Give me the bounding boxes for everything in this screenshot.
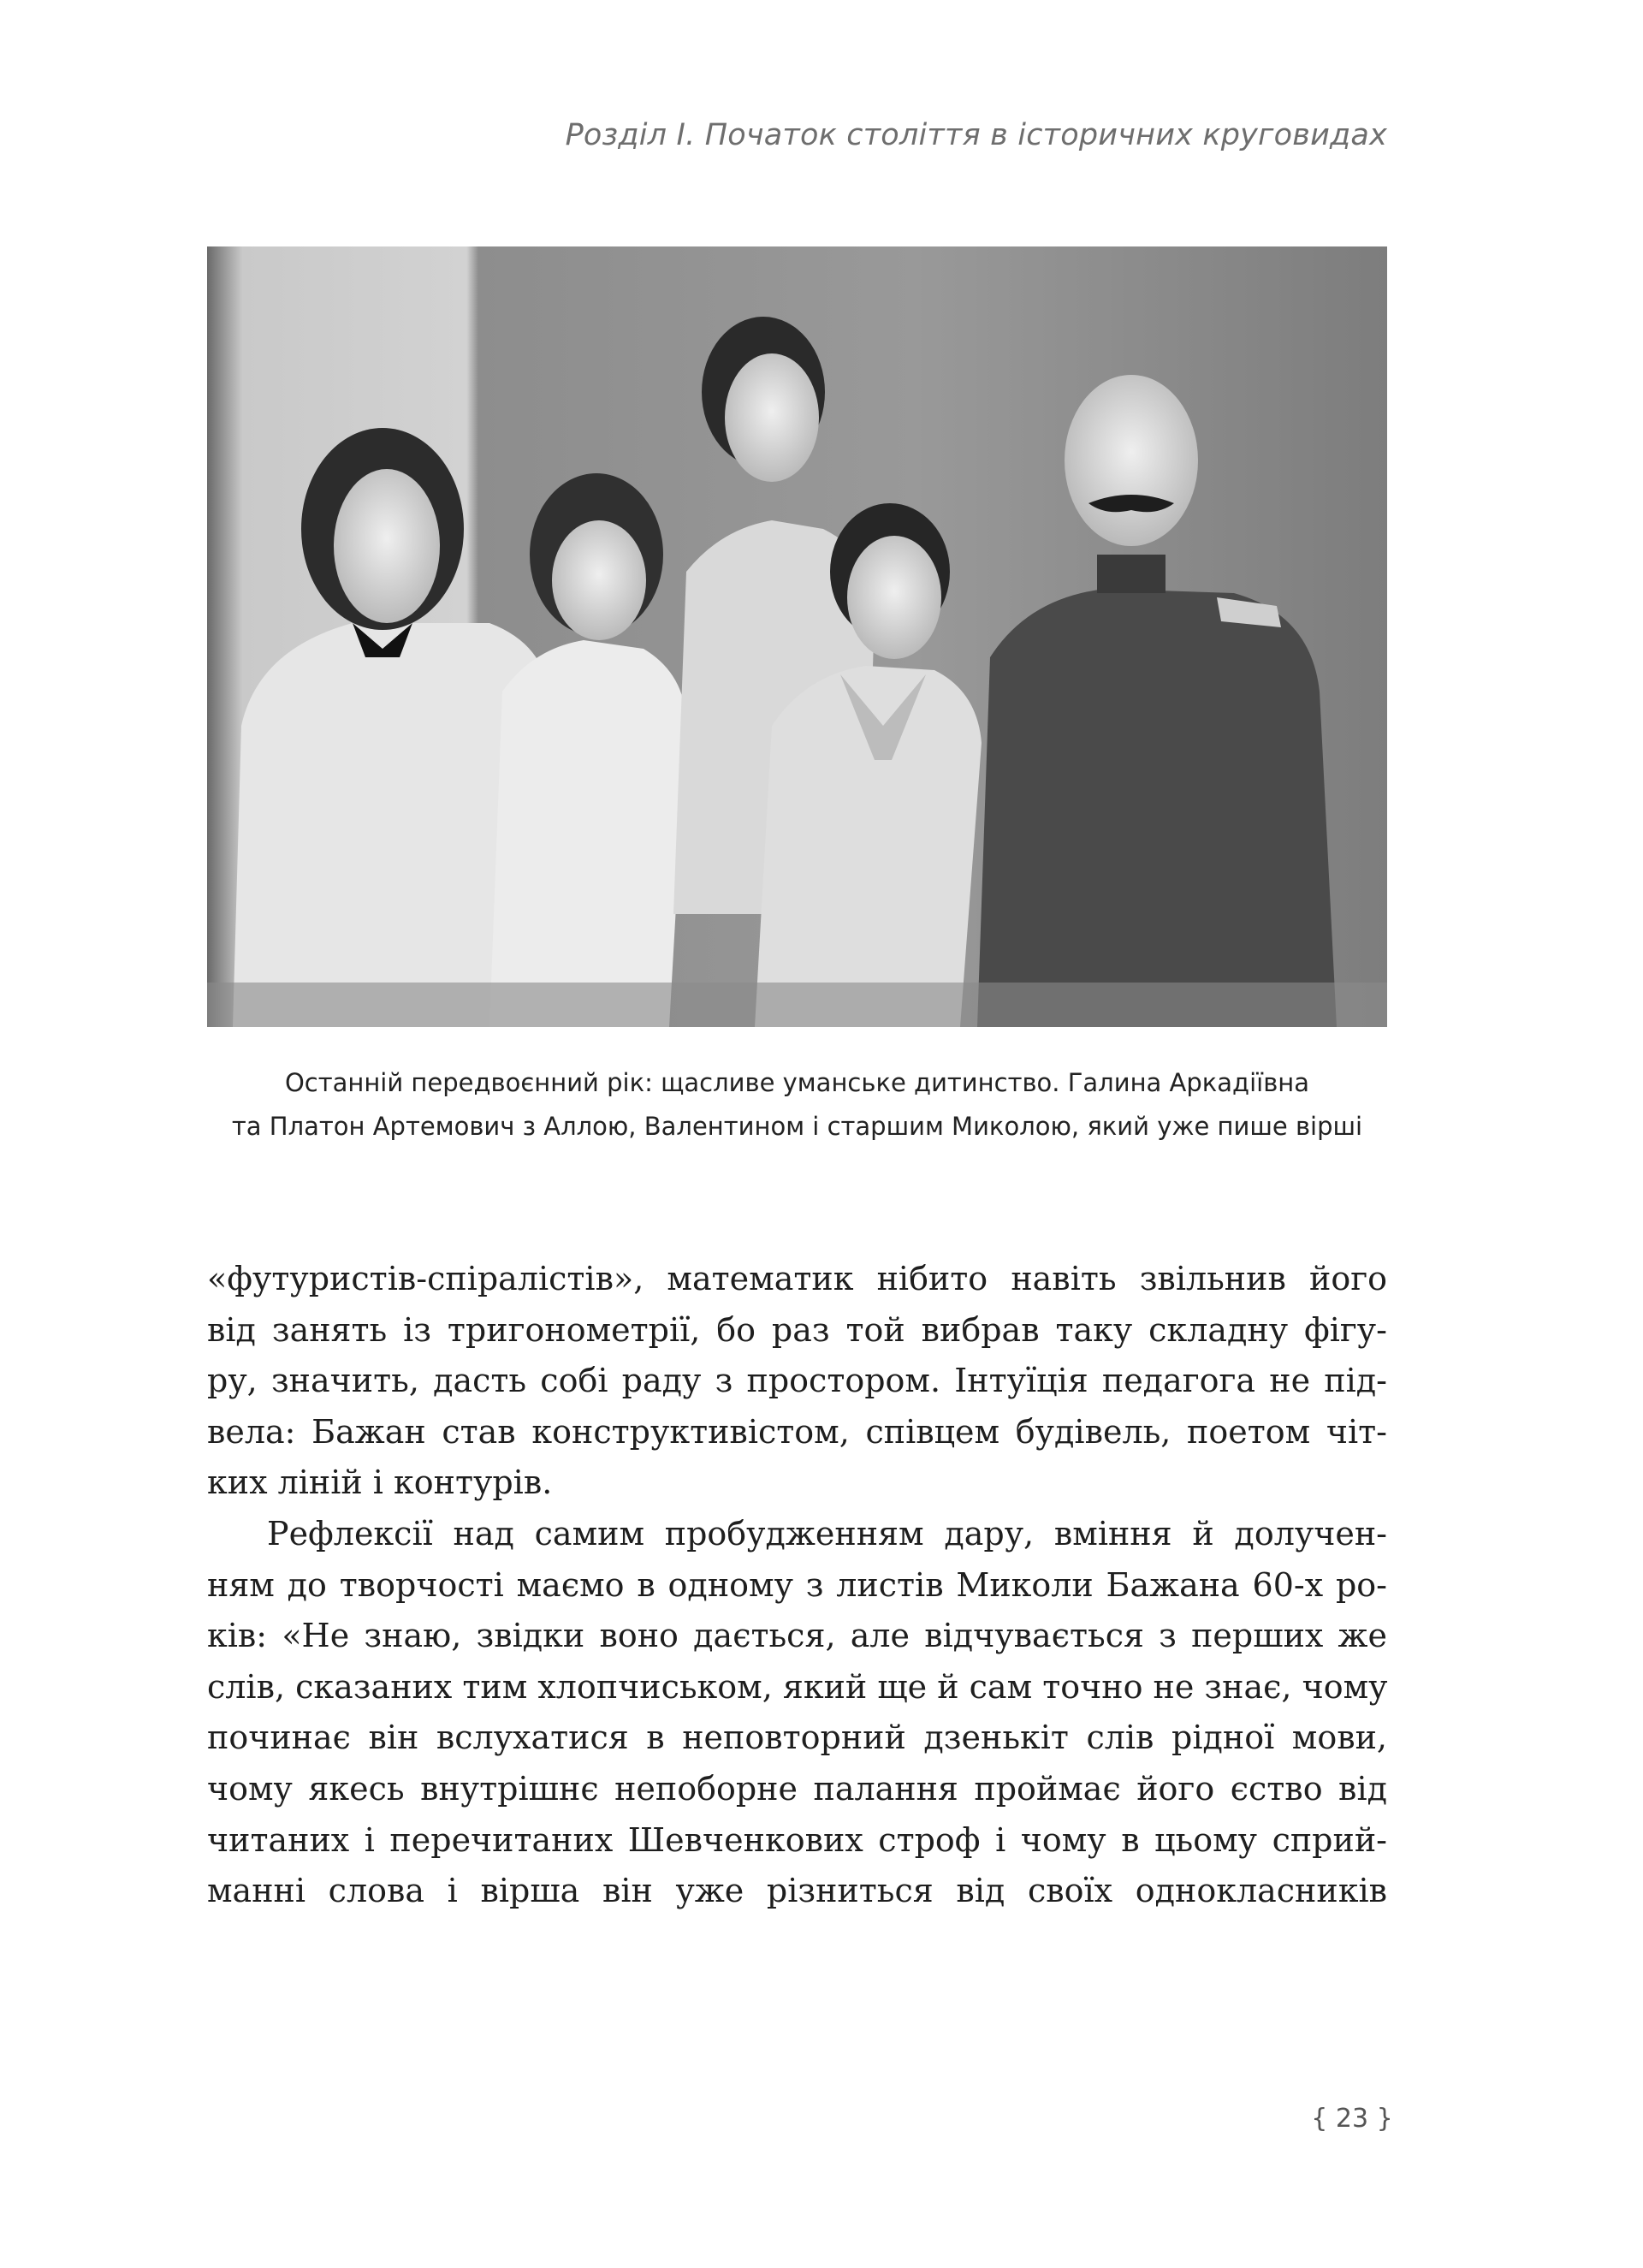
text-line: чому якесь внутрішнє непоборне палання проймає його єство від [207, 1769, 1387, 1808]
page-number: { 23 } [1311, 2104, 1393, 2134]
text-line: «футуристів-спіралістів», математик нібито навіть звільнив його [207, 1260, 1387, 1297]
text-line: ру, значить, дасть собі раду з простором. Інтуїція педагога не під- [207, 1362, 1387, 1400]
family-photo [207, 246, 1387, 1027]
text-line: ням до творчості маємо в одному з листів Миколи Бажана 60-х ро- [207, 1565, 1387, 1604]
text-line: вела: Бажан став конструктивістом, співцем будівель, поетом чіт- [207, 1412, 1387, 1451]
text-line: слів, сказаних тим хлопчиськом, який ще й сам точно не знає, чому [207, 1667, 1388, 1706]
text-line: читаних і перечитаних Шевченкових строф і чому в цьому сприй- [207, 1820, 1387, 1859]
photo-caption [207, 1061, 1387, 1149]
family-portrait-image [207, 246, 1387, 1027]
running-head: Розділ I. Початок століття в історичних круговидах [565, 118, 1387, 152]
body-text [207, 1254, 1387, 1917]
caption-line: Останній передвоєнний рік: щасливе уманське дитинство. Галина Аркадіївна [284, 1068, 1310, 1097]
paragraph-start-line: Рефлексії над самим пробудженням дару, вміння й долучен- [267, 1514, 1387, 1553]
caption-line: та Платон Артемович з Аллою, Валентином і старшим Миколою, який уже пише вірші [231, 1112, 1363, 1141]
text-line: манні слова і вірша він уже різниться від своїх однокласників [207, 1872, 1387, 1910]
text-line: ків: «Не знаю, звідки воно дається, але відчувається з перших же [207, 1617, 1387, 1655]
text-line: починає він вслухатися в неповторний дзенькіт слів рідної мови, [207, 1719, 1387, 1757]
text-line: від занять із тригонометрії, бо раз той вибрав таку складну фігу- [207, 1310, 1387, 1349]
text-line: ких ліній і контурів. [207, 1464, 553, 1502]
